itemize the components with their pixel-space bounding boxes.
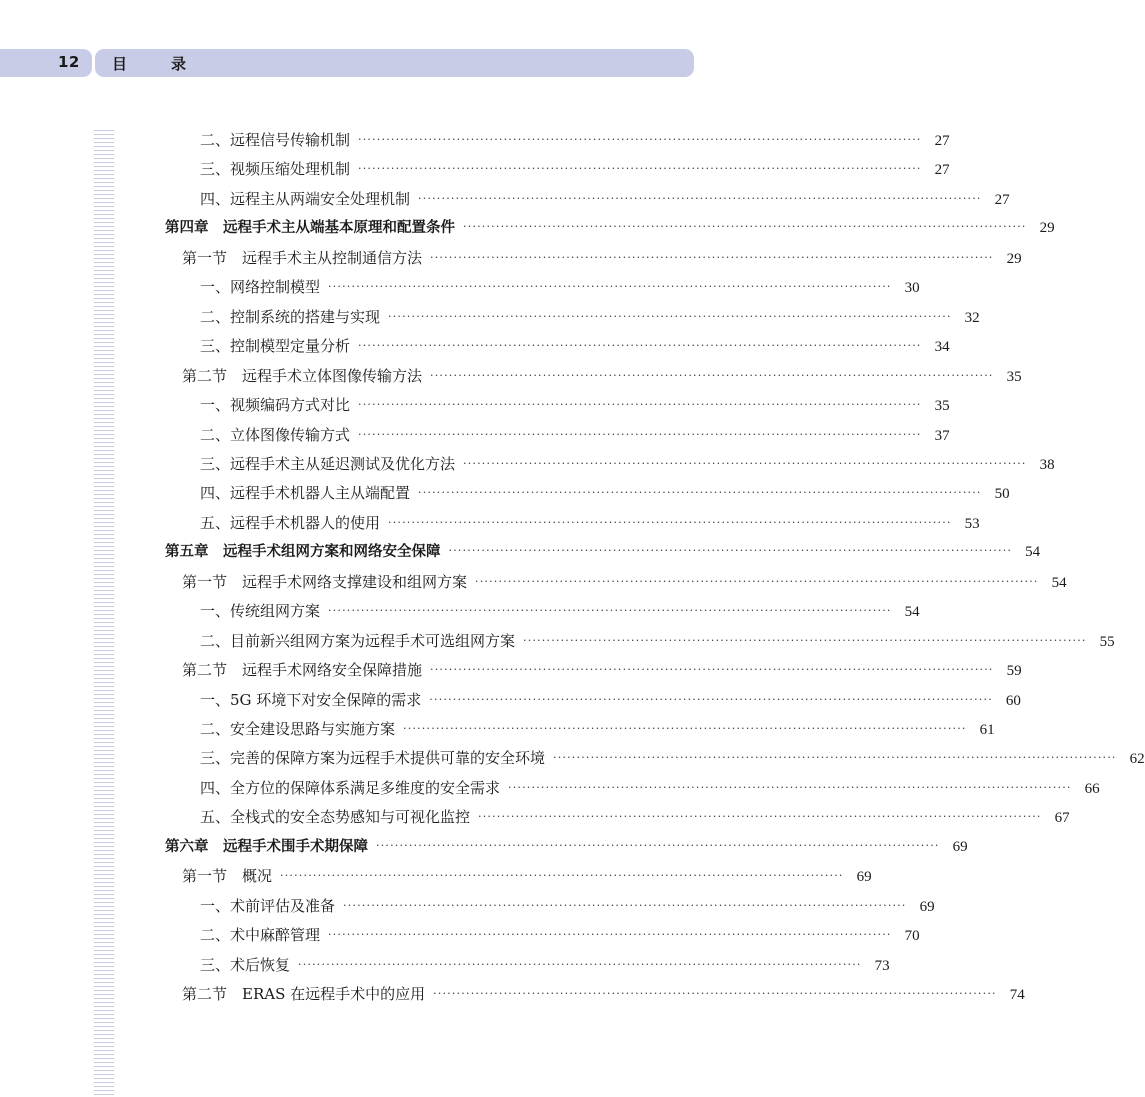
toc-entry-page-number: 74: [1009, 987, 1025, 1004]
toc-entry-item[interactable]: [200, 453, 1055, 475]
toc-entry-item[interactable]: [200, 806, 1070, 828]
toc-entry-title: 第五章 远程手术组网方案和网络安全保障: [165, 544, 441, 561]
toc-entry-page-number: 62: [1129, 751, 1145, 768]
toc-entry-page-number: 32: [964, 309, 980, 326]
toc-entry-title: 二、术中麻醉管理: [200, 926, 321, 945]
toc-entry-item[interactable]: [200, 600, 920, 622]
toc-entry-page-number: 69: [919, 898, 935, 915]
toc-entry-page-number: 69: [856, 869, 872, 886]
toc-entry-item[interactable]: [200, 129, 950, 151]
toc-entry-title: 四、远程手术机器人主从端配置: [200, 484, 411, 503]
toc-entry-title: 二、安全建设思路与实施方案: [200, 720, 396, 738]
dot-leader: ························································································································: [328, 928, 892, 942]
toc-entry-title: 三、控制模型定量分析: [200, 337, 351, 356]
toc-entry-page-number: 69: [952, 838, 968, 855]
toc-entry-section[interactable]: [182, 365, 1022, 387]
dot-leader: ························································································································: [478, 810, 1042, 824]
toc-entry-section[interactable]: [182, 659, 1022, 681]
toc-entry-item[interactable]: [200, 306, 980, 328]
toc-entry-item[interactable]: [200, 954, 890, 976]
toc-entry-title: 第六章 远程手术围手术期保障: [165, 838, 368, 855]
toc-entry-title: 第四章 远程手术主从端基本原理和配置条件: [165, 220, 455, 237]
dot-leader: ························································································································: [463, 220, 1027, 234]
toc-entry-page-number: 29: [1006, 250, 1022, 267]
toc-entry-page-number: 61: [979, 722, 995, 738]
toc-entry-item[interactable]: [200, 512, 980, 534]
toc-entry-item[interactable]: [200, 482, 1010, 504]
toc-entry-title: 三、视频压缩处理机制: [200, 160, 351, 179]
toc-entry-title: 一、术前评估及准备: [200, 896, 336, 915]
page-title: 目录: [112, 55, 231, 73]
toc-entry-title: 二、立体图像传输方式: [200, 425, 351, 444]
toc-entry-title: 四、全方位的保障体系满足多维度的安全需求: [200, 778, 501, 797]
toc-entry-chapter[interactable]: [165, 541, 1041, 563]
toc-entry-title: 五、全栈式的安全态势感知与可视化监控: [200, 808, 471, 827]
toc-entry-title: 第一节 远程手术网络支撑建设和组网方案: [182, 572, 468, 591]
toc-entry-page-number: 66: [1084, 780, 1100, 797]
toc-entry-item[interactable]: [200, 158, 950, 180]
dot-leader: ························································································································: [358, 427, 922, 441]
dot-leader: ························································································································: [358, 339, 922, 353]
dot-leader: ························································································································: [388, 515, 952, 529]
toc-entry-page-number: 34: [934, 339, 950, 356]
dot-leader: ························································································································: [418, 486, 982, 500]
toc-entry-title: 第二节 ERAS 在远程手术中的应用: [182, 985, 426, 1004]
dot-leader: ························································································································: [358, 398, 922, 412]
toc-entry-page-number: 70: [904, 928, 920, 945]
toc-entry-item[interactable]: [200, 335, 950, 357]
toc-entry-page-number: 54: [904, 604, 920, 621]
toc-entry-page-number: 38: [1039, 456, 1055, 473]
toc-entry-item[interactable]: [200, 276, 920, 298]
toc-entry-item[interactable]: [200, 777, 1100, 799]
page-header: [0, 49, 694, 77]
toc-entry-section[interactable]: [182, 865, 872, 887]
decorative-stripe-bar: [94, 130, 114, 1097]
toc-entry-page-number: 35: [934, 398, 950, 415]
toc-entry-title: 二、控制系统的搭建与实现: [200, 307, 381, 326]
dot-leader: ························································································································: [358, 133, 922, 146]
toc-entry-page-number: 53: [964, 515, 980, 532]
dot-leader: ························································································································: [343, 898, 907, 912]
dot-leader: ························································································································: [403, 722, 967, 735]
toc-entry-item[interactable]: [200, 689, 1021, 711]
toc-entry-page-number: 30: [904, 280, 920, 297]
toc-entry-title: 三、术后恢复: [200, 955, 291, 974]
dot-leader: ························································································································: [358, 162, 922, 176]
toc-entry-page-number: 54: [1025, 544, 1041, 561]
toc-entry-section[interactable]: [182, 247, 1022, 269]
dot-leader: ························································································································: [523, 633, 1087, 647]
toc-entry-chapter[interactable]: [165, 836, 968, 858]
dot-leader: ························································································································: [388, 309, 952, 323]
toc-entry-item[interactable]: [200, 630, 1115, 652]
toc-entry-page-number: 54: [1051, 574, 1067, 591]
dot-leader: ························································································································: [298, 957, 862, 971]
dot-leader: ························································································································: [463, 456, 1027, 470]
dot-leader: ························································································································: [280, 869, 844, 883]
toc-entry-page-number: 27: [934, 162, 950, 179]
toc-entry-title: 第二节 远程手术立体图像传输方法: [182, 366, 423, 385]
toc-entry-item[interactable]: [200, 188, 1010, 210]
toc-entry-item[interactable]: [200, 924, 920, 946]
toc-entry-chapter[interactable]: [165, 217, 1055, 239]
toc-entry-page-number: 55: [1099, 633, 1115, 650]
dot-leader: ························································································································: [475, 574, 1039, 588]
toc-entry-page-number: 35: [1006, 368, 1022, 385]
toc-entry-title: 第一节 概况: [182, 867, 273, 886]
dot-leader: ························································································································: [433, 987, 997, 1001]
toc-entry-item[interactable]: [200, 394, 950, 416]
toc-entry-title: 一、5G 环境下对安全保障的需求: [200, 690, 422, 709]
dot-leader: ························································································································: [553, 751, 1117, 765]
toc-entry-page-number: 27: [994, 191, 1010, 208]
toc-entry-title: 一、视频编码方式对比: [200, 396, 351, 415]
toc-entry-section[interactable]: [182, 983, 1025, 1005]
dot-leader: ························································································································: [328, 604, 892, 618]
toc-entry-section[interactable]: [182, 571, 1067, 593]
dot-leader: ························································································································: [430, 663, 994, 677]
toc-entry-title: 四、远程主从两端安全处理机制: [200, 189, 411, 208]
toc-entry-page-number: 27: [934, 133, 950, 149]
toc-entry-item[interactable]: [200, 718, 995, 740]
dot-leader: ························································································································: [448, 544, 1013, 558]
toc-entry-title: 二、远程信号传输机制: [200, 131, 351, 149]
toc-entry-page-number: 59: [1006, 663, 1022, 680]
dot-leader: ························································································································: [418, 191, 982, 205]
toc-entry-page-number: 37: [934, 427, 950, 444]
toc-entry-title: 第一节 远程手术主从控制通信方法: [182, 248, 423, 267]
toc-entry-item[interactable]: [200, 424, 950, 446]
toc-entry-item[interactable]: [200, 747, 1145, 769]
toc-entry-page-number: 67: [1054, 810, 1070, 827]
dot-leader: ························································································································: [429, 692, 993, 706]
toc-entry-page-number: 73: [874, 957, 890, 974]
toc-entry-title: 五、远程手术机器人的使用: [200, 513, 381, 532]
toc-entry-title: 三、远程手术主从延迟测试及优化方法: [200, 454, 456, 473]
toc-entry-title: 一、传统组网方案: [200, 602, 321, 621]
toc-entry-item[interactable]: [200, 895, 935, 917]
dot-leader: ························································································································: [430, 368, 994, 382]
toc-entry-title: 二、目前新兴组网方案为远程手术可选组网方案: [200, 631, 516, 650]
dot-leader: ························································································································: [328, 280, 892, 294]
dot-leader: ························································································································: [430, 250, 994, 264]
toc-entry-page-number: 60: [1005, 692, 1021, 709]
toc-entry-title: 三、完善的保障方案为远程手术提供可靠的安全环境: [200, 749, 546, 768]
dot-leader: ························································································································: [376, 838, 940, 852]
toc-entry-page-number: 50: [994, 486, 1010, 503]
dot-leader: ························································································································: [508, 780, 1072, 794]
page-number: 12: [58, 53, 80, 71]
toc-entry-title: 第二节 远程手术网络安全保障措施: [182, 661, 423, 680]
toc-entry-title: 一、网络控制模型: [200, 278, 321, 297]
toc-entry-page-number: 29: [1039, 220, 1055, 237]
